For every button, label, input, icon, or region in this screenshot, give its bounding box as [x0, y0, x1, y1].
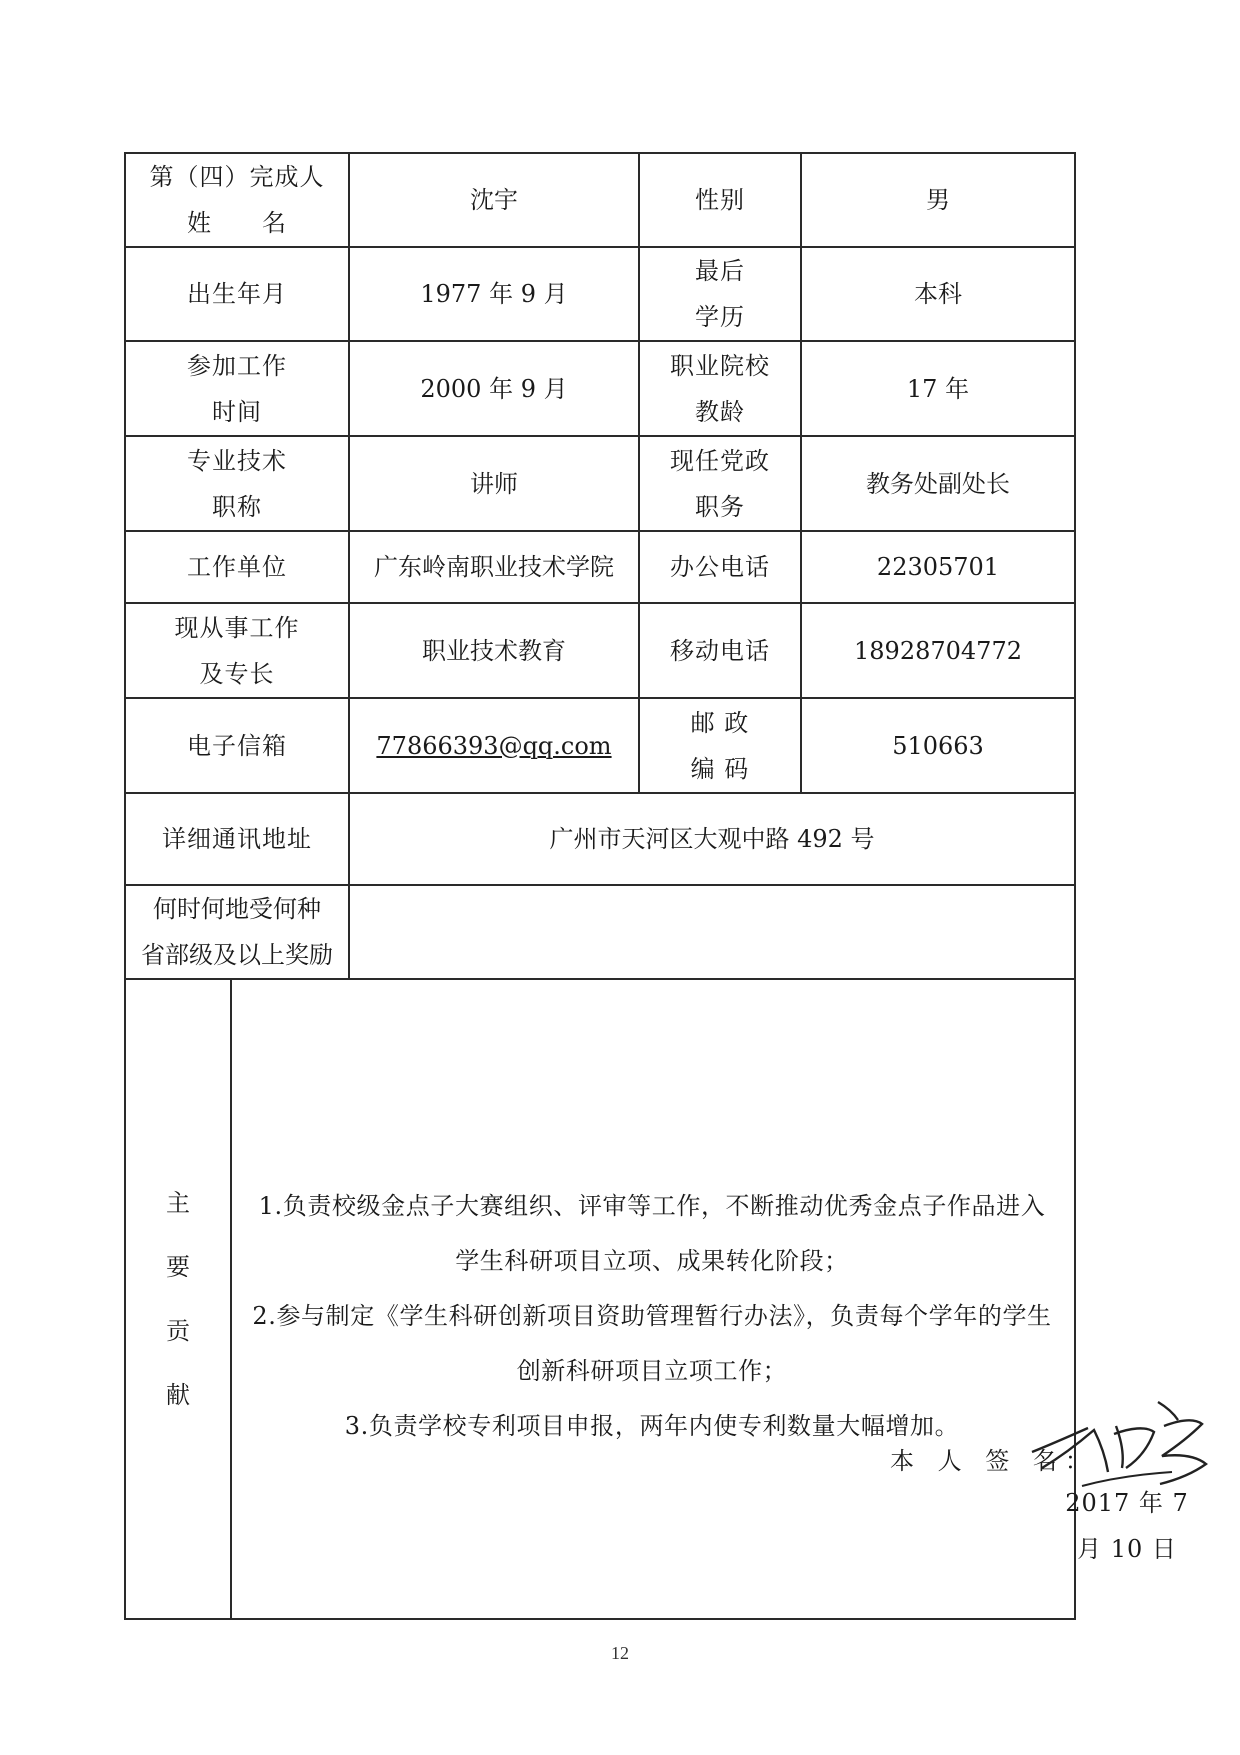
value-name: 沈宇	[349, 153, 639, 247]
row-work-start	[125, 341, 1075, 436]
contribution-item: 3.负责学校专利项目申报，两年内使专利数量大幅增加。	[344, 1411, 960, 1440]
label-awards: 何时何地受何种 省部级及以上奖励	[125, 885, 349, 979]
row-birth	[125, 247, 1075, 341]
value-office-phone: 22305701	[801, 531, 1075, 603]
label-position: 现任党政 职务	[639, 436, 801, 531]
value-mobile: 18928704772	[801, 603, 1075, 698]
value-education: 本科	[801, 247, 1075, 341]
page-number: 12	[611, 1643, 629, 1663]
value-title: 讲师	[349, 436, 639, 531]
contributions-content	[231, 979, 1189, 1619]
label-teaching-years: 职业院校 教龄	[639, 341, 801, 436]
label-work-start: 参加工作 时间	[125, 341, 349, 436]
row-contributions	[125, 979, 1075, 1619]
label-specialty: 现从事工作 及专长	[125, 603, 349, 698]
value-postcode: 510663	[801, 698, 1075, 793]
label-name: 第（四）完成人 姓 名	[125, 153, 349, 247]
label-gender: 性别	[639, 153, 801, 247]
label-employer: 工作单位	[125, 531, 349, 603]
side-char: 贡	[166, 1317, 190, 1345]
value-position: 教务处副处长	[801, 436, 1075, 531]
value-teaching-years: 17 年	[801, 341, 1075, 436]
row-specialty	[125, 603, 1075, 698]
label-contributions	[125, 979, 231, 1619]
contribution-item: 2.参与制定《学生科研创新项目资助管理暂行办法》，负责每个学年的学生创新科研项目立项工作；	[252, 1301, 1052, 1385]
value-birth: 1977 年 9 月	[349, 247, 639, 341]
side-char: 要	[166, 1253, 190, 1281]
label-postcode: 邮 政 编 码	[639, 698, 801, 793]
row-address	[125, 793, 1075, 885]
label-email: 电子信箱	[125, 698, 349, 793]
value-work-start: 2000 年 9 月	[349, 341, 639, 436]
value-email[interactable]	[349, 698, 639, 793]
label-office-phone: 办公电话	[639, 531, 801, 603]
contribution-item: 1.负责校级金点子大赛组织、评审等工作，不断推动优秀金点子作品进入学生科研项目立项、成果转化阶段；	[258, 1191, 1046, 1275]
signature-label: 本 人 签 名：	[890, 1447, 1097, 1475]
row-name	[125, 153, 1075, 247]
value-specialty: 职业技术教育	[349, 603, 639, 698]
email-link[interactable]: 77866393@qq.com	[376, 731, 612, 760]
value-address: 广州市天河区大观中路 492 号	[349, 793, 1075, 885]
label-birth: 出生年月	[125, 247, 349, 341]
label-mobile: 移动电话	[639, 603, 801, 698]
side-char: 主	[166, 1189, 190, 1217]
value-awards	[349, 885, 1075, 979]
value-gender: 男	[801, 153, 1075, 247]
signature-block	[772, 1390, 1192, 1563]
signature-date: 2017 年 7 月 10 日	[1065, 1489, 1189, 1563]
side-char: 献	[166, 1381, 190, 1409]
row-title	[125, 436, 1075, 531]
personal-info-form	[124, 152, 1189, 1620]
value-employer: 广东岭南职业技术学院	[349, 531, 639, 603]
row-employer	[125, 531, 1075, 603]
row-email	[125, 698, 1075, 793]
label-education: 最后 学历	[639, 247, 801, 341]
label-address: 详细通讯地址	[125, 793, 349, 885]
row-awards	[125, 885, 1075, 979]
label-title: 专业技术 职称	[125, 436, 349, 531]
